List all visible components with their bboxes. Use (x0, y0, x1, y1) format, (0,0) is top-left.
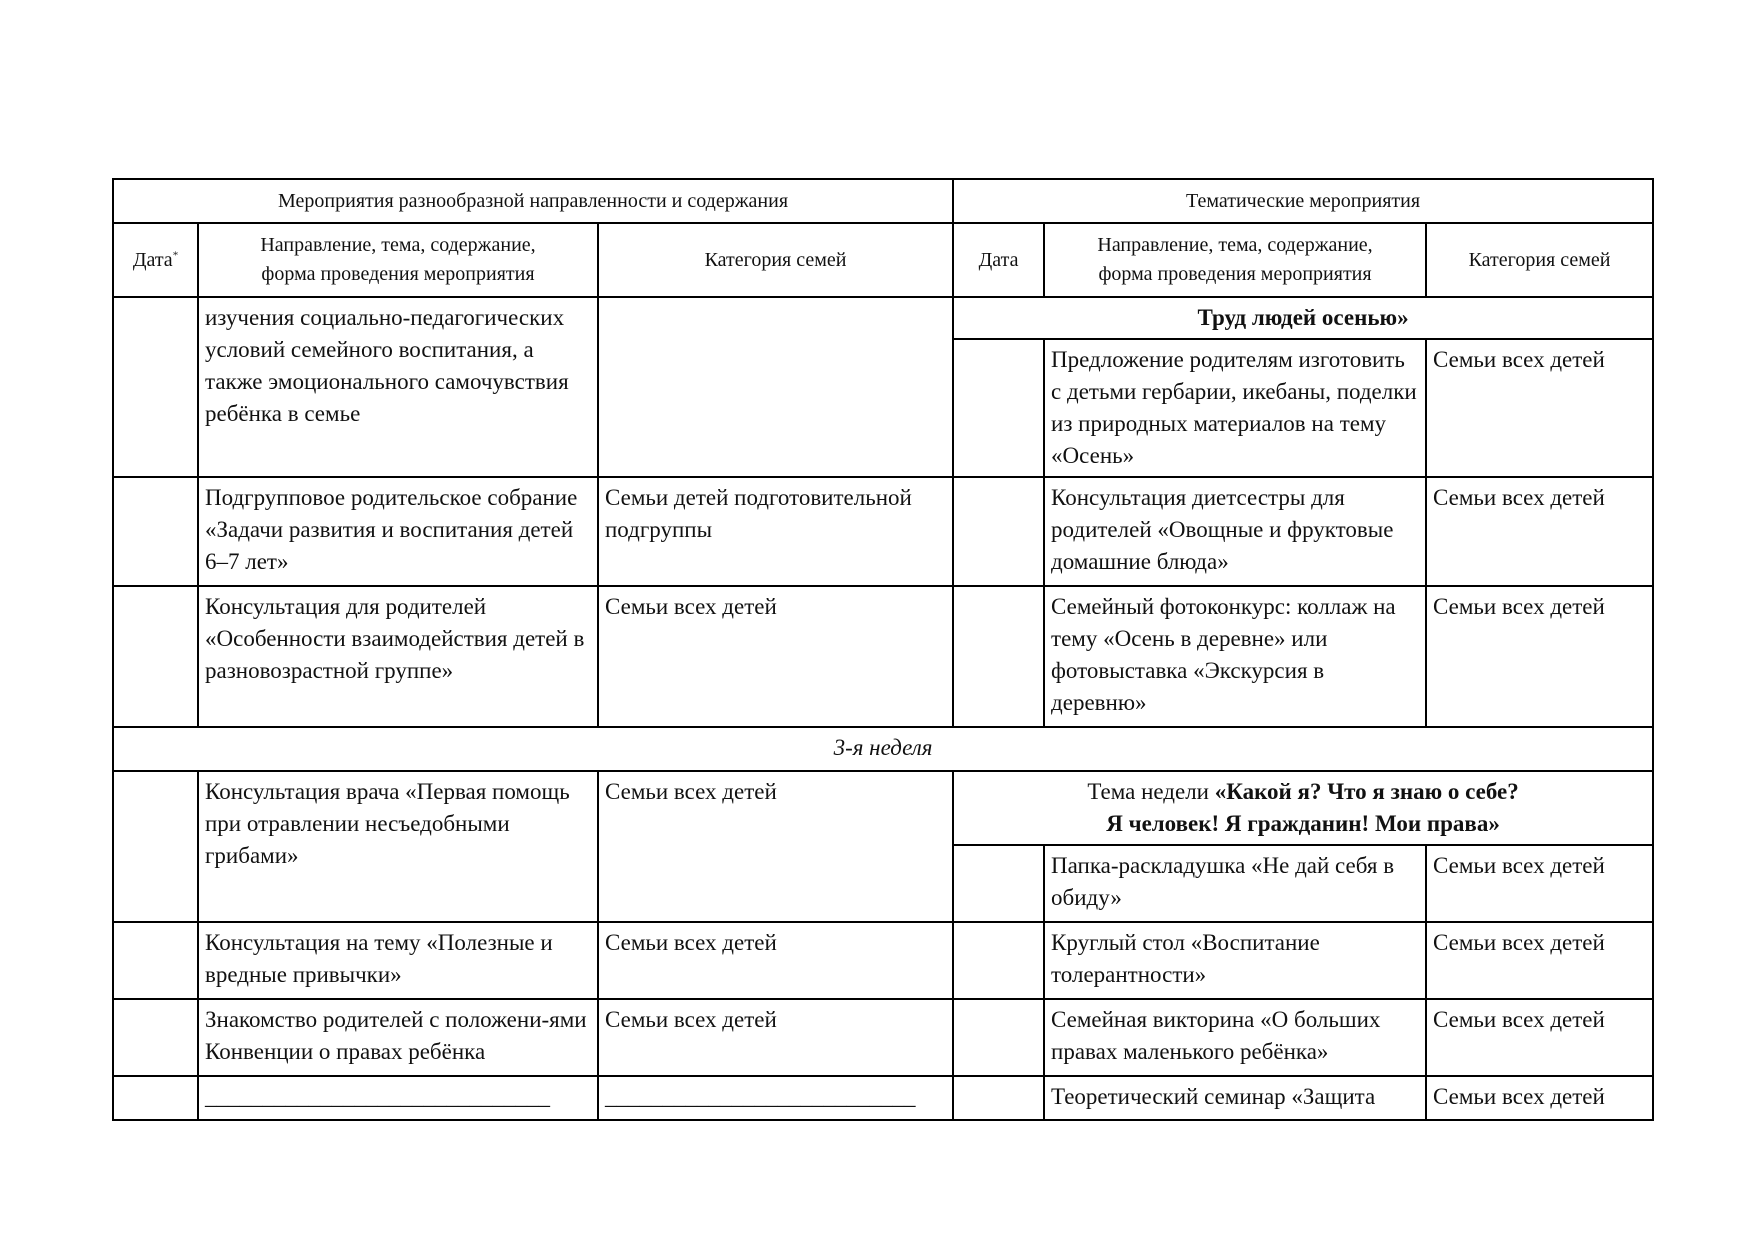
topic-cell: Консультация врача «Первая помощь при отравлении несъедобными грибами» (198, 771, 598, 922)
topic-cell-right: Консультация диетсестры для родителей «Овощные и фруктовые домашние блюда» (1044, 477, 1426, 586)
category-cell-right: Семьи всех детей (1426, 845, 1653, 922)
category-cell-right: Семьи всех детей (1426, 999, 1653, 1076)
date-cell-right (953, 339, 1044, 477)
date-cell (113, 999, 198, 1076)
week-theme-prefix: Тема недели (1087, 779, 1215, 804)
topic-cell: Консультация для родителей «Особенности взаимодействия детей в разновозрастной группе» (198, 586, 598, 727)
date-cell-right (953, 477, 1044, 586)
topic-cell-right: Папка-раскладушка «Не дай себя в обиду» (1044, 845, 1426, 922)
topic-cell-right: Круглый стол «Воспитание толерантности» (1044, 922, 1426, 999)
date-cell (113, 297, 198, 477)
topic-cell-right: Предложение родителям изготовить с детьми гербарии, икебаны, поделки из природных материалов на тему «Осень» (1044, 339, 1426, 477)
category-cell: Семьи всех детей (598, 771, 953, 922)
topic-cell: Знакомство родителей с положени-ями Конвенции о правах ребёнка (198, 999, 598, 1076)
week-theme-cell (953, 771, 1653, 845)
date-cell (113, 922, 198, 999)
category-cell (598, 297, 953, 477)
table-row (113, 477, 1653, 586)
table-row (113, 1076, 1653, 1120)
table-row (113, 297, 1653, 339)
category-cell-right: Семьи всех детей (1426, 586, 1653, 727)
topic-cell: изучения социально-педагогических условий семейного воспитания, а также эмоционального самочувствия ребёнка в семье (198, 297, 598, 477)
category-cell: Семьи всех детей (598, 999, 953, 1076)
header-group-various: Мероприятия разнообразной направленности и содержания (113, 179, 953, 223)
header-category-right: Категория семей (1426, 223, 1653, 297)
table-row (113, 586, 1653, 727)
date-cell (113, 771, 198, 922)
topic-cell-right: Семейный фотоконкурс: коллаж на тему «Осень в деревне» или фотовыставка «Экскурсия в деревню» (1044, 586, 1426, 727)
date-cell (113, 477, 198, 586)
theme-cell: Труд людей осенью» (953, 297, 1653, 339)
date-cell-right (953, 845, 1044, 922)
topic-cell-right: Семейная викторина «О больших правах маленького ребёнка» (1044, 999, 1426, 1076)
table-row (113, 922, 1653, 999)
topic-cell: Подгрупповое родительское собрание «Задачи развития и воспитания детей 6–7 лет» (198, 477, 598, 586)
header-topic-right: Направление, тема, содержание, форма проведения мероприятия (1044, 223, 1426, 297)
date-cell-right (953, 922, 1044, 999)
date-cell-right (953, 999, 1044, 1076)
category-cell-right: Семьи всех детей (1426, 1076, 1653, 1120)
topic-cell: Консультация на тему «Полезные и вредные привычки» (198, 922, 598, 999)
header-topic: Направление, тема, содержание, форма проведения мероприятия (198, 223, 598, 297)
category-cell-right: Семьи всех детей (1426, 339, 1653, 477)
header-group-thematic: Тематические мероприятия (953, 179, 1653, 223)
week-theme-title-2: Я человек! Я гражданин! Мои права» (1106, 811, 1500, 836)
header-date-right: Дата (953, 223, 1044, 297)
table-row (113, 999, 1653, 1076)
week-label: 3-я неделя (113, 727, 1653, 771)
category-cell: Семьи детей подготовительной подгруппы (598, 477, 953, 586)
category-cell-right: Семьи всех детей (1426, 477, 1653, 586)
table-row (113, 771, 1653, 845)
topic-cell-blank: ______________________________ (198, 1076, 598, 1120)
date-cell-right (953, 586, 1044, 727)
header-row-groups (113, 179, 1653, 223)
date-cell (113, 1076, 198, 1120)
category-cell-blank: ___________________________ (598, 1076, 953, 1120)
week-row (113, 727, 1653, 771)
week-theme-title-1: «Какой я? Что я знаю о себе? (1214, 779, 1519, 804)
category-cell: Семьи всех детей (598, 922, 953, 999)
category-cell-right: Семьи всех детей (1426, 922, 1653, 999)
date-cell (113, 586, 198, 727)
family-events-table (112, 178, 1654, 1121)
footnote-mark: * (172, 248, 179, 261)
header-category: Категория семей (598, 223, 953, 297)
date-cell-right (953, 1076, 1044, 1120)
header-row-columns (113, 223, 1653, 297)
header-date: Дата* (113, 223, 198, 297)
topic-cell-right: Теоретический семинар «Защита (1044, 1076, 1426, 1120)
category-cell: Семьи всех детей (598, 586, 953, 727)
